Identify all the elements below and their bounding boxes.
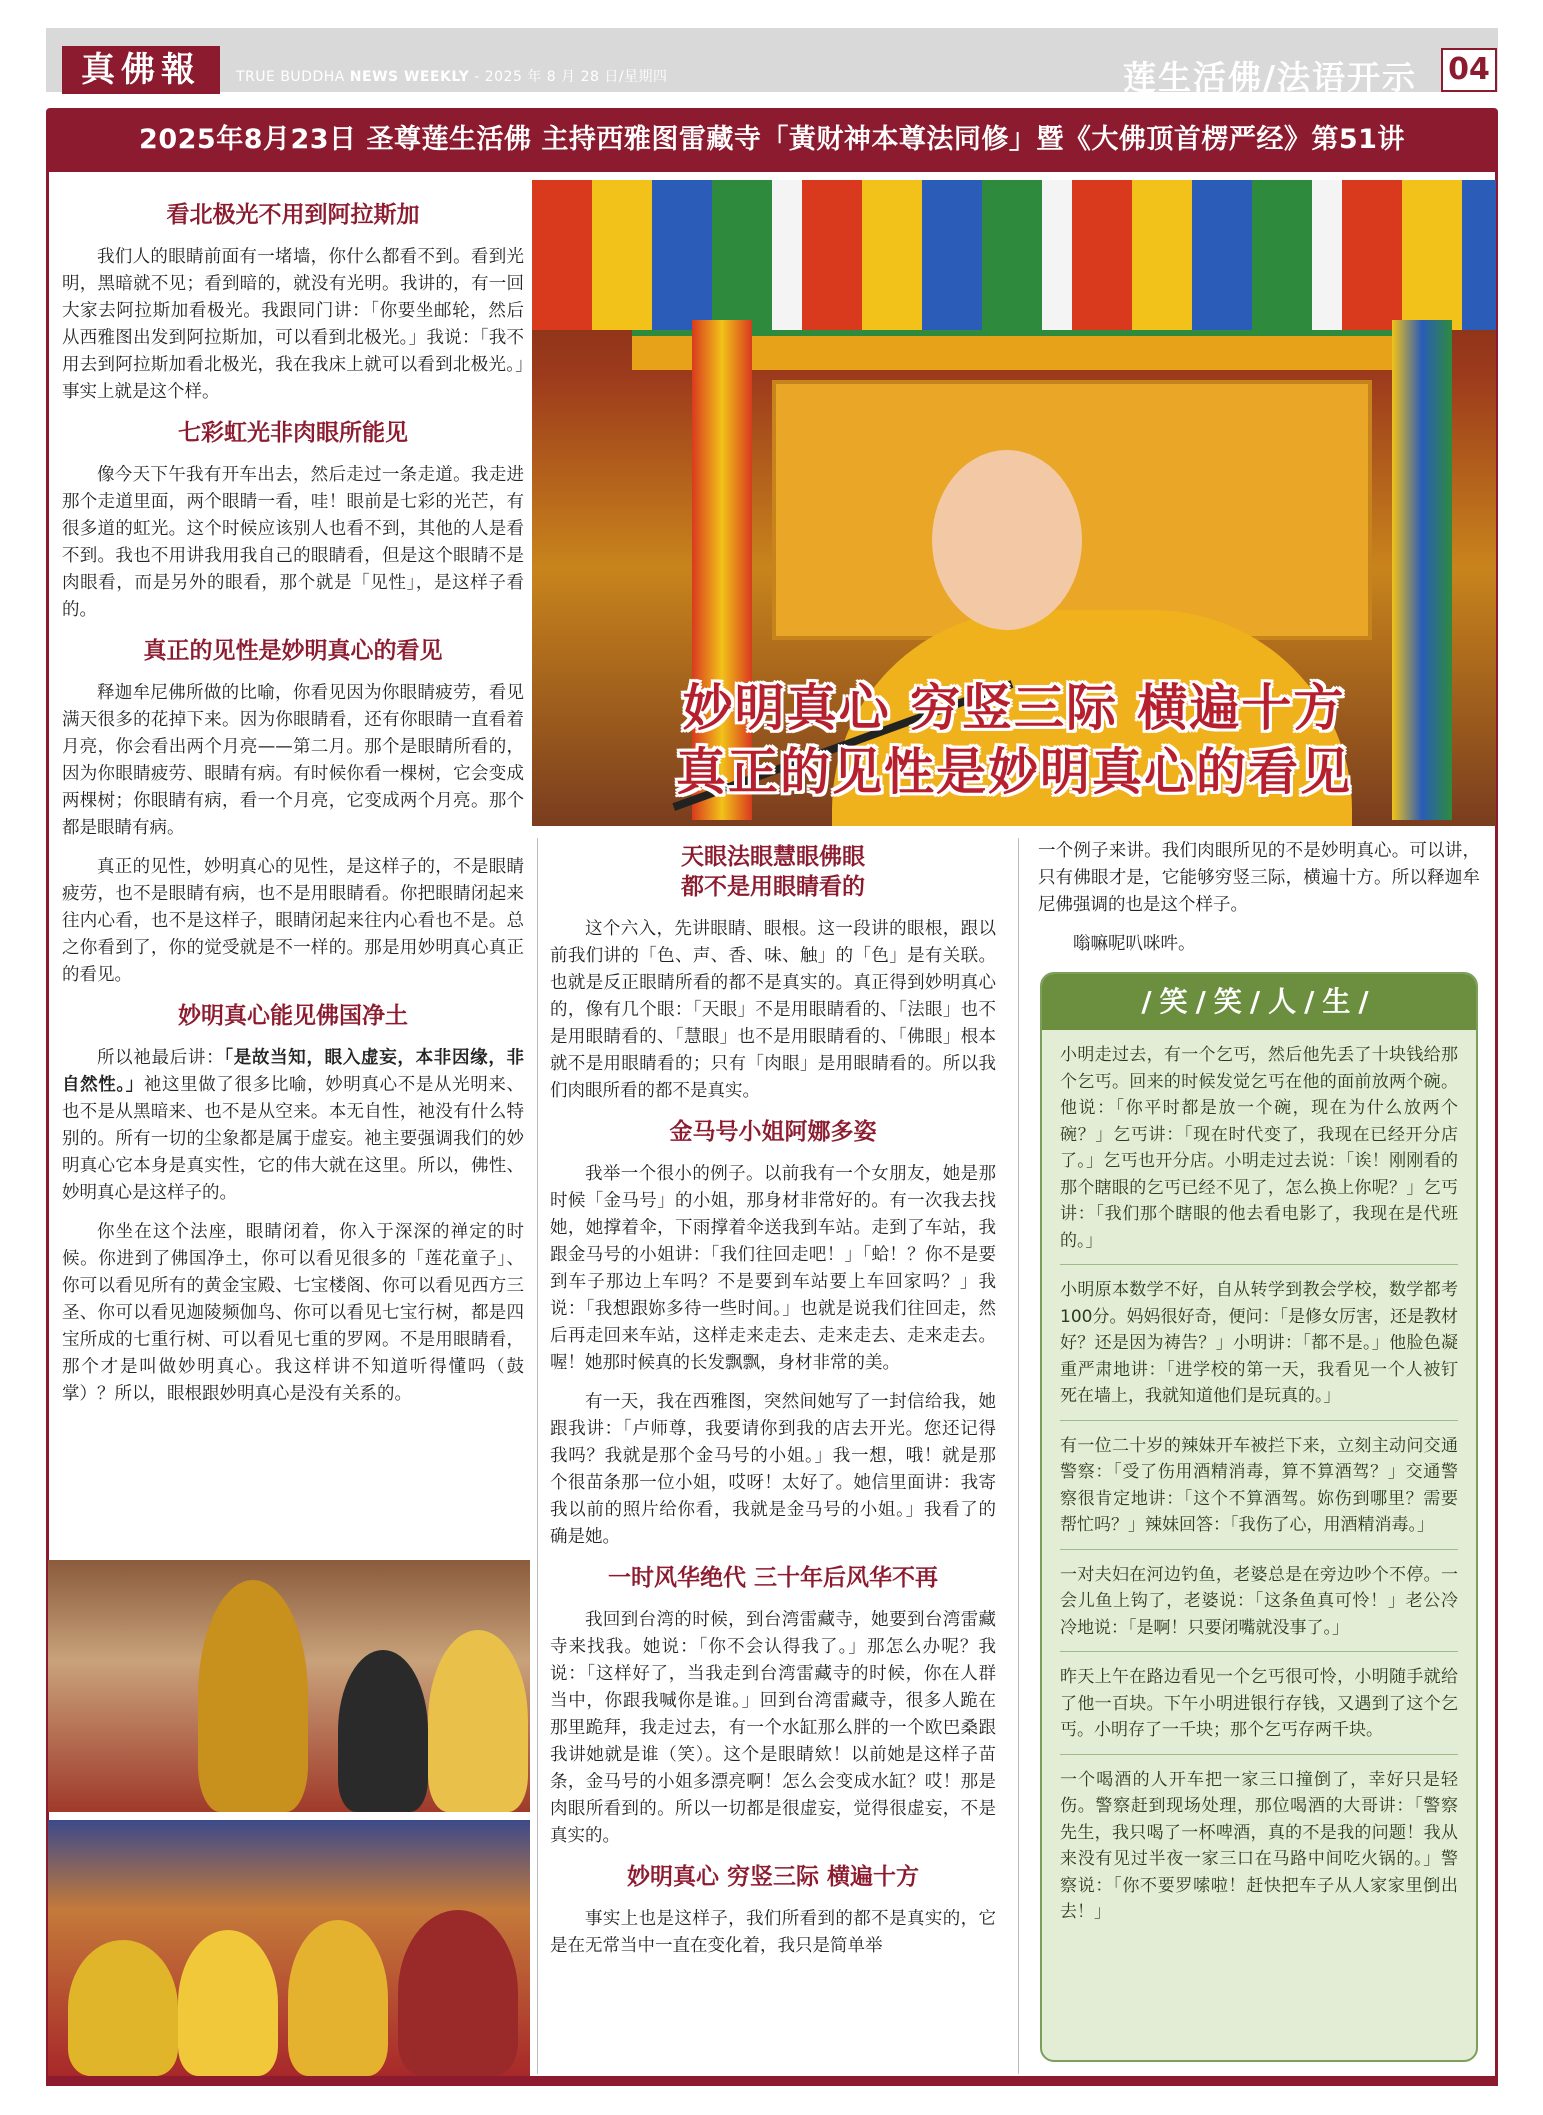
jokes-box xyxy=(1040,972,1478,2062)
attendee-figure xyxy=(288,1920,388,2076)
footer-bar xyxy=(46,2076,1498,2086)
photo-caption-line-1: 妙明真心 穷竖三际 横遍十方 xyxy=(682,678,1346,737)
photo-caption-line-2: 真正的见性是妙明真心的看见 xyxy=(676,742,1352,801)
joke-item: 昨天上午在路边看见一个乞丐很可怜，小明随手就给了他一百块。下午小明进银行存钱，又遇到了这个乞丐。小明存了一千块；那个乞丐存两千块。 xyxy=(1060,1652,1458,1755)
column-divider xyxy=(1018,838,1019,2074)
subheading: 天眼法眼慧眼佛眼 都不是用眼睛看的 xyxy=(681,844,865,900)
ceremony-photo-1 xyxy=(48,1560,530,1812)
masthead-line: TRUE BUDDHA NEWS WEEKLY - 2025 年 8 月 28 日/星期四 xyxy=(236,69,668,85)
attendee-figure xyxy=(68,1940,178,2076)
paragraph: 有一天，我在西雅图，突然间她写了一封信给我，她跟我讲：「卢师尊，我要请你到我的店去开光。您还记得我吗？我就是那个金马号的小姐。」我一想，哦！就是那个很苗条那一位小姐，哎呀！太好了。她信里面讲：我寄我以前的照片给你看，我就是金马号的小姐。」我看了的确是她。 xyxy=(550,1392,996,1547)
column-divider xyxy=(537,838,538,2074)
article-column-3 xyxy=(1038,838,1480,970)
joke-item: 有一位二十岁的辣妹开车被拦下来，立刻主动问交通警察：「受了伤用酒精消毒，算不算酒驾？」交通警察很肯定地讲：「这个不算酒驾。妳伤到哪里？需要帮忙吗？」辣妹回答：「我伤了心，用酒精消毒。」 xyxy=(1060,1421,1458,1550)
subheading: 看北极光不用到阿拉斯加 xyxy=(166,202,420,228)
article-column-1 xyxy=(62,190,524,1420)
page-number: 04 xyxy=(1441,48,1497,92)
paragraph: 你坐在这个法座，眼睛闭着，你入于深深的禅定的时候。你进到了佛国净土，你可以看见很多的「莲花童子」、你可以看见所有的黄金宝殿、七宝楼阁、你可以看见西方三圣、你可以看见迦陵频伽鸟、你可以看见七宝行树，都是四宝所成的七重行树、可以看见七重的罗网。不是用眼睛看，那个才是叫做妙明真心。我这样讲不知道听得懂吗（鼓掌）？所以，眼根跟妙明真心是没有关系的。 xyxy=(62,1222,524,1404)
section-title: 莲生活佛/法语开示 xyxy=(1122,58,1417,97)
paragraph: 一个例子来讲。我们肉眼所见的不是妙明真心。可以讲，只有佛眼才是，它能够穷竖三际，横遍十方。所以释迦牟尼佛强调的也是这个样子。 xyxy=(1038,841,1480,915)
attendee-figure xyxy=(428,1630,528,1812)
subheading: 一时风华绝代 三十年后风华不再 xyxy=(607,1565,938,1591)
subheading: 金马号小姐阿娜多姿 xyxy=(669,1119,877,1145)
attendee-figure xyxy=(178,1930,278,2076)
jokes-title: /笑/笑/人/生/ xyxy=(1042,974,1476,1030)
joke-item: 小明原本数学不好，自从转学到教会学校，数学都考100分。妈妈很好奇，便问：「是修女厉害，还是教材好？还是因为祷告？」小明讲：「都不是。」他脸色凝重严肃地讲：「进学校的第一天，我看见一个人被钉死在墙上，我就知道他们是玩真的。」 xyxy=(1060,1265,1458,1421)
main-photo xyxy=(532,180,1496,826)
attendee-figure xyxy=(398,1910,518,2076)
joke-item: 一对夫妇在河边钓鱼，老婆总是在旁边吵个不停。一会儿鱼上钩了，老婆说：「这条鱼真可怜！」老公冷冷地说：「是啊！只要闭嘴就没事了。」 xyxy=(1060,1550,1458,1653)
article-column-2 xyxy=(550,838,996,1972)
paragraph: 嗡嘛呢叭咪吽。 xyxy=(1073,934,1196,954)
subheading: 妙明真心 穷竖三际 横遍十方 xyxy=(626,1864,919,1890)
subheading: 七彩虹光非肉眼所能见 xyxy=(178,420,408,446)
paragraph: 我举一个很小的例子。以前我有一个女朋友，她是那时候「金马号」的小姐，那身材非常好的。有一次我去找她，她撑着伞，下雨撑着伞送我到车站。走到了车站，我跟金马号的小姐讲：「我们往回走吧！」「蛤！？你不是要到车子那边上车吗？不是要到车站要上车回家吗？」我说：「我想跟妳多待一些时间。」也就是说我们往回走，然后再走回来车站，这样走来走去、走来走去、走来走去。喔！她那时候真的长发飘飘，身材非常的美。 xyxy=(550,1164,996,1373)
paragraph: 我回到台湾的时候，到台湾雷藏寺，她要到台湾雷藏寺来找我。她说：「你不会认得我了。」那怎么办呢？我说：「这样好了，当我走到台湾雷藏寺的时候，你在人群当中，你跟我喊你是谁。」回到台湾雷藏寺，很多人跪在那里跪拜，我走过去，有一个水缸那么胖的一个欧巴桑跟我讲她就是谁（笑）。这个是眼睛欸！以前她是这样子苗条，金马号的小姐多漂亮啊！怎么会变成水缸？哎！那是肉眼所看到的。所以一切都是很虚妄，觉得很虚妄，不是真实的。 xyxy=(550,1610,996,1846)
subheading: 妙明真心能见佛国净土 xyxy=(178,1003,408,1029)
newspaper-logo: 真佛報 xyxy=(62,46,220,94)
paragraph: 我们人的眼睛前面有一堵墙，你什么都看不到。看到光明，黑暗就不见；看到暗的，就没有光明。我讲的，有一回大家去阿拉斯加看极光。我跟同门讲：「你要坐邮轮，然后从西雅图出发到阿拉斯加，可以看到北极光。」我说：「我不用去到阿拉斯加看北极光，我在我床上就可以看到北极光。」事实上就是这个样。 xyxy=(62,247,524,402)
joke-item: 一个喝酒的人开车把一家三口撞倒了，幸好只是轻伤。警察赶到现场处理，那位喝酒的大哥讲：「警察先生，我只喝了一杯啤酒，真的不是我的问题！我从来没有见过半夜一家三口在马路中间吃火锅的。」警察说：「你不要罗嗦啦！赶快把车子从人家家里倒出去！」 xyxy=(1060,1769,1458,1922)
canopy-decoration xyxy=(532,180,1496,330)
paragraph: 像今天下午我有开车出去，然后走过一条走道。我走进那个走道里面，两个眼睛一看，哇！眼前是七彩的光芒，有很多道的虹光。这个时候应该别人也看不到，其他的人是看不到。我也不用讲我用我自己的眼睛看，但是这个眼睛不是肉眼看，而是另外的眼看，那个就是「见性」，是这样子看的。 xyxy=(62,465,524,620)
joke-item: 小明走过去，有一个乞丐，然后他先丢了十块钱给那个乞丐。回来的时候发觉乞丐在他的面前放两个碗。他说：「你平时都是放一个碗，现在为什么放两个碗？」乞丐讲：「现在时代变了，我现在已经开分店了。」乞丐也开分店。小明走过去说：「诶！刚刚看的那个瞎眼的乞丐已经不见了，怎么换上你呢？」乞丐讲：「我们那个瞎眼的他去看电影了，我现在是代班的。」 xyxy=(1060,1030,1458,1265)
paragraph: 所以祂最后讲：「是故当知，眼入虚妄，本非因缘，非自然性。」祂这里做了很多比喻，妙明真心不是从光明来、也不是从黑暗来、也不是从空来。本无自性，祂没有什么特别的。所有一切的尘象都是属于虚妄。祂主要强调我们的妙明真心它本身是真实性，它的伟大就在这里。所以，佛性、妙明真心是这样子的。 xyxy=(62,1048,525,1203)
attendee-figure xyxy=(338,1650,428,1812)
paragraph: 事实上也是这样子，我们所看到的都不是真实的，它是在无常当中一直在变化着，我只是简单举 xyxy=(550,1909,996,1956)
speaker-head xyxy=(932,450,1082,630)
subheading: 真正的见性是妙明真心的看见 xyxy=(143,638,443,664)
ceremony-photo-2 xyxy=(48,1820,530,2076)
article-title-banner: 2025年8月23日 圣尊莲生活佛 主持西雅图雷藏寺「黃财神本尊法同修」暨《大佛顶首楞严经》第51讲 xyxy=(46,108,1498,172)
paragraph: 释迦牟尼佛所做的比喻，你看见因为你眼睛疲劳，看见满天很多的花掉下来。因为你眼睛看，还有你眼睛一直看着月亮，你会看出两个月亮——第二月。那个是眼睛所看的，因为你眼睛疲劳、眼睛有病。有时候你看一棵树，它会变成两棵树；你眼睛有病，看一个月亮，它变成两个月亮。那个都是眼睛有病。 xyxy=(62,683,524,838)
paragraph: 这个六入，先讲眼睛、眼根。这一段讲的眼根，跟以前我们讲的「色、声、香、味、触」的「色」是有关联。也就是反正眼睛所看的都不是真实的。真正得到妙明真心的，像有几个眼：「天眼」不是用眼睛看的、「法眼」也不是用眼睛看的、「慧眼」也不是用眼睛看的、「佛眼」根本就不是用眼睛看的；只有「肉眼」是用眼睛看的。所以我们肉眼所看的都不是真实。 xyxy=(550,919,996,1101)
paragraph: 真正的见性，妙明真心的见性，是这样子的，不是眼睛疲劳，也不是眼睛有病，也不是用眼睛看。你把眼睛闭起来往内心看，也不是这样子，眼睛闭起来往内心看也不是。总之你看到了，你的觉受就是不一样的。那是用妙明真心真正的看见。 xyxy=(62,857,524,985)
master-figure xyxy=(198,1580,308,1812)
